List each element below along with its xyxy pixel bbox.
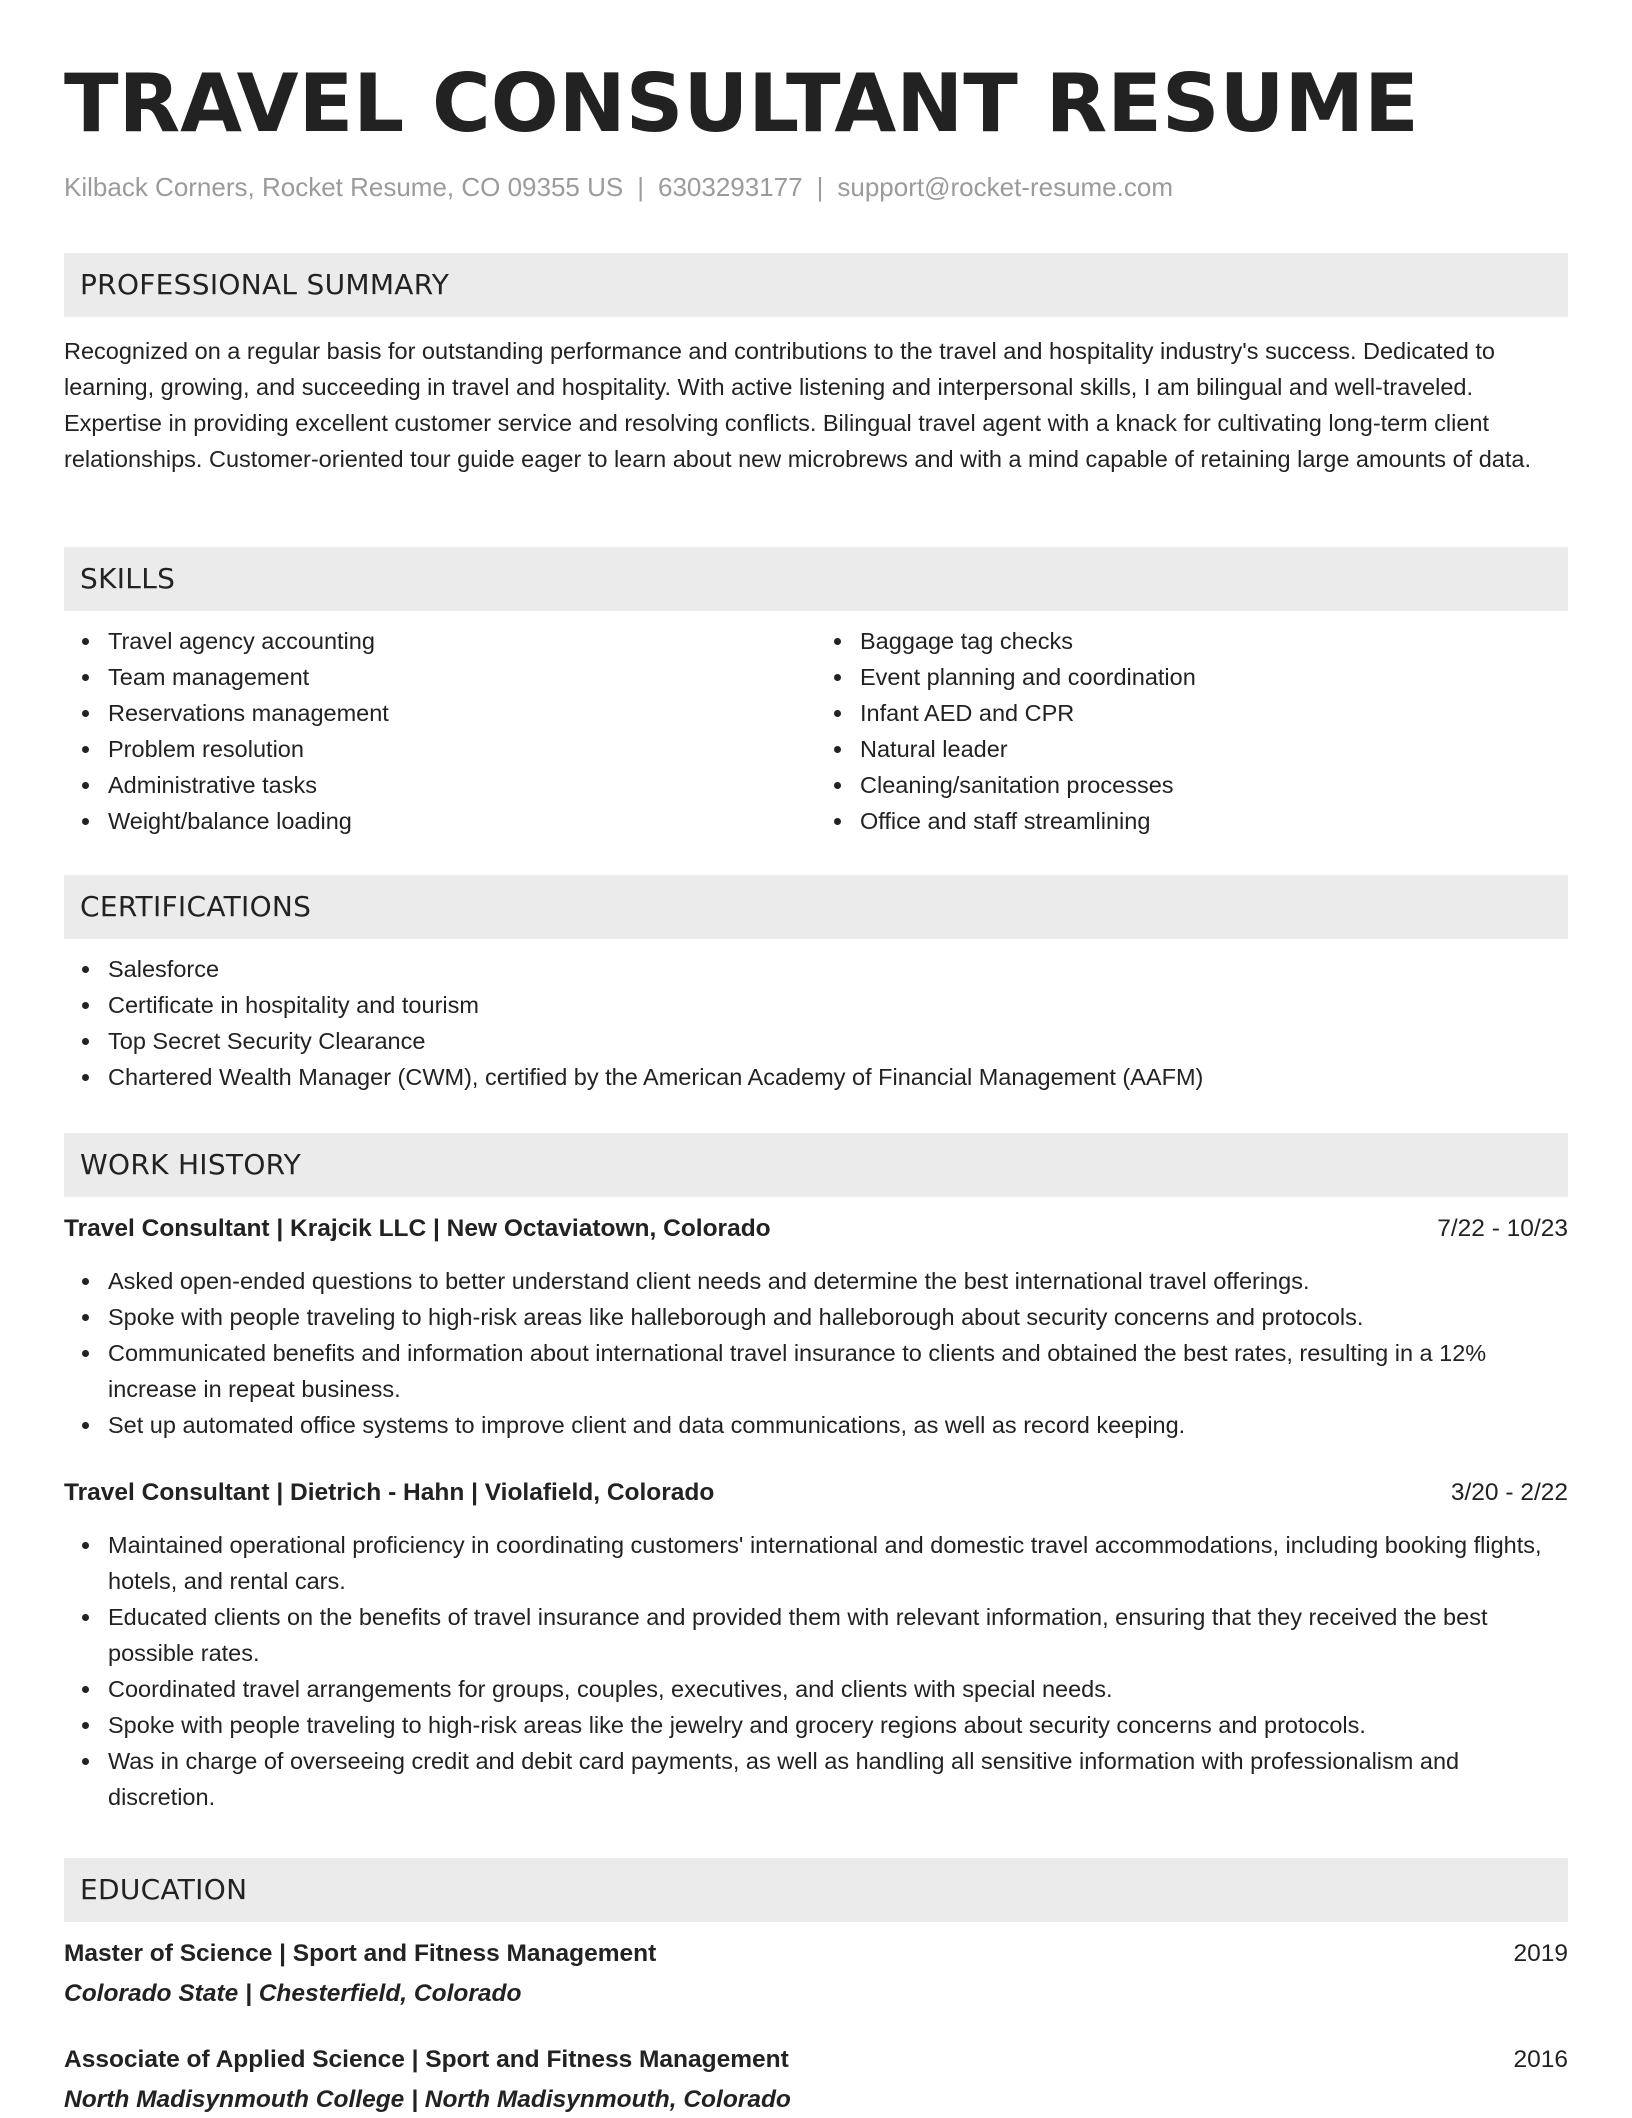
skills-list-right <box>816 623 1568 839</box>
contact-separator: | <box>816 172 824 202</box>
education-section <box>64 1858 1568 2118</box>
job-title: Travel Consultant | Dietrich - Hahn | Violafield, Colorado <box>64 1479 715 1506</box>
work-section <box>64 1133 1568 1815</box>
job-bullet: Asked open-ended questions to better understand client needs and determine the best international travel offerings. <box>108 1263 1568 1299</box>
skill-item: Administrative tasks <box>108 767 816 803</box>
skill-item: Event planning and coordination <box>860 659 1568 695</box>
education-entry <box>64 1936 1568 2012</box>
skill-item: Office and staff streamlining <box>860 803 1568 839</box>
skill-item: Team management <box>108 659 816 695</box>
job-entry <box>64 1211 1568 1443</box>
education-entry <box>64 2042 1568 2118</box>
certification-item: Chartered Wealth Manager (CWM), certified by the American Academy of Financial Management (AAFM) <box>108 1059 1568 1095</box>
contact-separator: | <box>637 172 644 202</box>
summary-text: Recognized on a regular basis for outstanding performance and contributions to the travel and hospitality industry's success. Dedicated to learning, growing, and succeeding in travel and hospitality. With active listening and interpersonal skills, I am bilingual and well-traveled. Expertise in providing excellent customer service and resolving conflicts. Bilingual travel agent with a knack for cultivating long-term client relationships. Customer-oriented tour guide eager to learn about new microbrews and with a mind capable of retaining large amounts of data. <box>64 338 1531 472</box>
skills-heading: SKILLS <box>64 547 1568 611</box>
summary-section <box>64 253 1568 477</box>
certification-item: Salesforce <box>108 951 1568 987</box>
education-header <box>64 1936 1568 1972</box>
education-heading: EDUCATION <box>64 1858 1568 1922</box>
job-header <box>64 1475 1568 1511</box>
work-heading: WORK HISTORY <box>64 1133 1568 1197</box>
job-bullet: Educated clients on the benefits of travel insurance and provided them with relevant information, ensuring that they received the best possible rates. <box>108 1599 1568 1671</box>
education-degree: Master of Science | Sport and Fitness Management <box>64 1940 657 1967</box>
job-bullets <box>64 1527 1568 1815</box>
education-degree: Associate of Applied Science | Sport and Fitness Management <box>64 2046 789 2073</box>
skill-item: Problem resolution <box>108 731 816 767</box>
skill-item: Cleaning/sanitation processes <box>860 767 1568 803</box>
skill-item: Infant AED and CPR <box>860 695 1568 731</box>
skill-item: Travel agency accounting <box>108 623 816 659</box>
certifications-section <box>64 875 1568 1095</box>
certification-item: Top Secret Security Clearance <box>108 1023 1568 1059</box>
education-header <box>64 2042 1568 2078</box>
contact-address: Kilback Corners, Rocket Resume, CO 09355 US <box>64 172 624 202</box>
certification-item: Certificate in hospitality and tourism <box>108 987 1568 1023</box>
job-bullet: Set up automated office systems to improve client and data communications, as well as record keeping. <box>108 1407 1568 1443</box>
skill-item: Natural leader <box>860 731 1568 767</box>
education-school: North Madisynmouth College | North Madisynmouth, Colorado <box>64 2086 791 2113</box>
job-bullet: Spoke with people traveling to high-risk areas like the jewelry and grocery regions about security concerns and protocols. <box>108 1707 1568 1743</box>
contact-email: support@rocket-resume.com <box>837 172 1173 202</box>
job-bullet: Communicated benefits and information about international travel insurance to clients and obtained the best rates, resulting in a 12% increase in repeat business. <box>108 1335 1568 1407</box>
resume-title: TRAVEL CONSULTANT RESUME <box>64 57 1419 150</box>
contact-line <box>64 170 1568 204</box>
job-dates: 7/22 - 10/23 <box>1437 1215 1568 1242</box>
skills-section <box>64 547 1568 839</box>
education-year: 2016 <box>1513 2046 1568 2073</box>
education-school: Colorado State | Chesterfield, Colorado <box>64 1980 522 2007</box>
job-header <box>64 1211 1568 1247</box>
certifications-heading: CERTIFICATIONS <box>64 875 1568 939</box>
job-dates: 3/20 - 2/22 <box>1450 1479 1568 1506</box>
skills-list-left <box>64 623 816 839</box>
job-bullet: Maintained operational proficiency in coordinating customers' international and domestic travel accommodations, including booking flights, hotels, and rental cars. <box>108 1527 1568 1599</box>
contact-phone: 6303293177 <box>658 172 803 202</box>
skill-item: Baggage tag checks <box>860 623 1568 659</box>
certifications-list <box>64 951 1568 1095</box>
skills-grid <box>64 623 1568 839</box>
job-bullet: Was in charge of overseeing credit and debit card payments, as well as handling all sensitive information with professionalism and discretion. <box>108 1743 1568 1815</box>
job-bullet: Coordinated travel arrangements for groups, couples, executives, and clients with special needs. <box>108 1671 1568 1707</box>
job-bullets <box>64 1263 1568 1443</box>
job-title: Travel Consultant | Krajcik LLC | New Octaviatown, Colorado <box>64 1215 771 1242</box>
resume-page <box>64 0 1568 2113</box>
job-bullet: Spoke with people traveling to high-risk areas like halleborough and halleborough about security concerns and protocols. <box>108 1299 1568 1335</box>
education-year: 2019 <box>1513 1940 1568 1967</box>
summary-heading: PROFESSIONAL SUMMARY <box>64 253 1568 317</box>
skill-item: Reservations management <box>108 695 816 731</box>
skill-item: Weight/balance loading <box>108 803 816 839</box>
job-entry <box>64 1475 1568 1815</box>
